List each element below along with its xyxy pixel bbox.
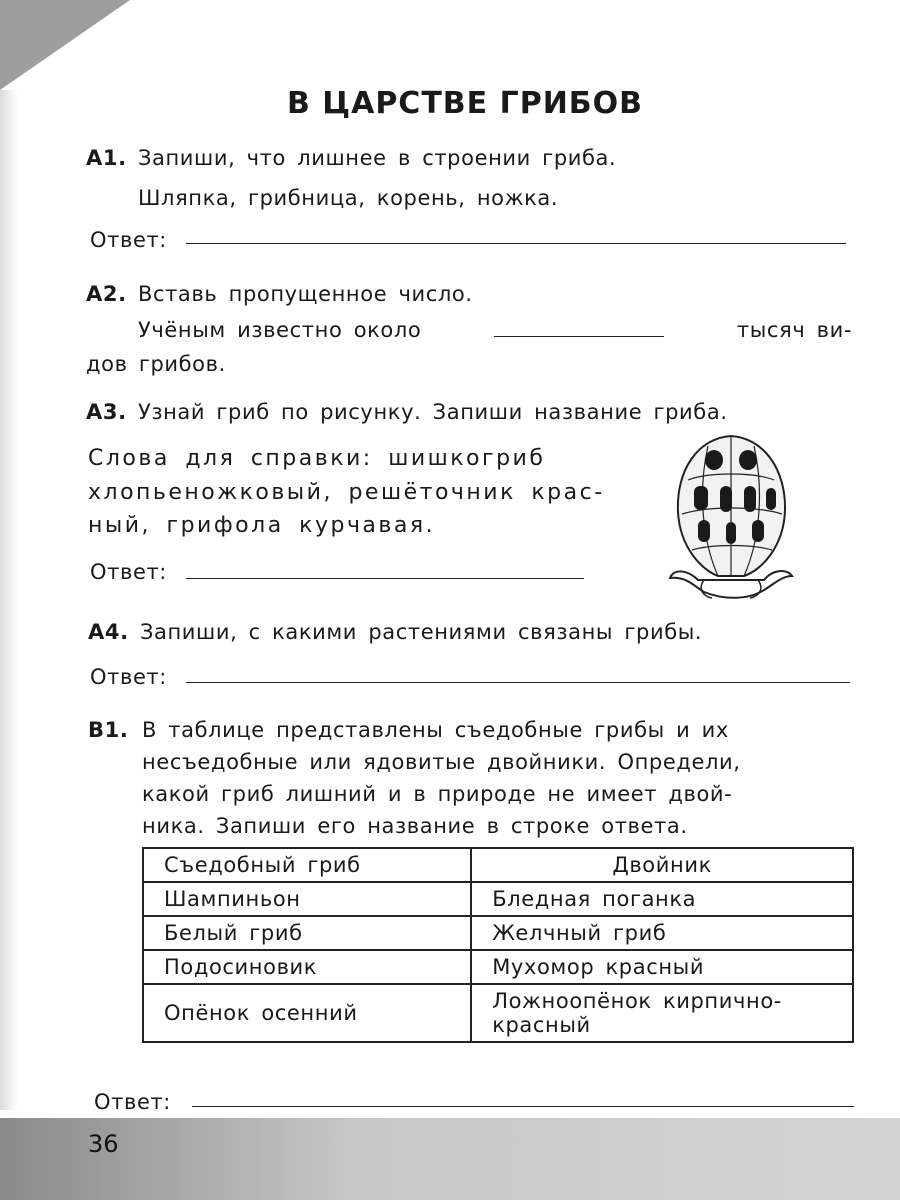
mushroom-table xyxy=(142,847,854,1043)
table-header-row xyxy=(143,848,853,882)
question-number: В1. xyxy=(88,718,129,742)
number-blank[interactable] xyxy=(494,318,664,337)
double-cell: Бледная поганка xyxy=(471,882,853,916)
question-text: какой гриб лишний и в природе не имеет двой- xyxy=(142,782,733,806)
question-a2-sentence xyxy=(138,318,852,342)
edible-cell: Опёнок осенний xyxy=(143,984,471,1042)
question-text: Запиши, с какими растениями связаны грибы. xyxy=(139,620,703,644)
answer-line-a3[interactable] xyxy=(186,578,584,579)
double-cell: Желчный гриб xyxy=(471,916,853,950)
mushroom-illustration xyxy=(668,430,794,602)
table-header-cell: Съедобный гриб xyxy=(143,848,471,882)
question-a4 xyxy=(88,620,702,644)
table-row xyxy=(143,984,853,1042)
edible-cell: Шампиньон xyxy=(143,882,471,916)
answer-label: Ответ: xyxy=(90,560,167,584)
question-a2 xyxy=(86,282,473,306)
page-gutter-shadow xyxy=(0,90,18,1110)
double-cell: Мухомор красный xyxy=(471,950,853,984)
table-row xyxy=(143,882,853,916)
table-row xyxy=(143,916,853,950)
answer-line-a1[interactable] xyxy=(186,243,846,244)
page-footer-band xyxy=(0,1118,900,1200)
edible-cell: Подосиновик xyxy=(143,950,471,984)
answer-line-b1[interactable] xyxy=(192,1106,854,1107)
answer-label: Ответ: xyxy=(90,228,167,252)
page-title: В ЦАРСТВЕ ГРИБОВ xyxy=(286,86,644,121)
question-a3 xyxy=(86,400,728,424)
page-number: 36 xyxy=(88,1130,119,1158)
question-text: несъедобные или ядовитые двойники. Определи, xyxy=(142,750,741,774)
sentence-part: Учёным известно около xyxy=(138,318,422,342)
edible-cell: Белый гриб xyxy=(143,916,471,950)
question-number: А2. xyxy=(86,282,127,306)
question-text: ника. Запиши его название в строке ответа. xyxy=(142,814,688,838)
question-a1-words: Шляпка, грибница, корень, ножка. xyxy=(138,186,559,210)
question-text: Узнай гриб по рисунку. Запиши название гриба. xyxy=(137,400,728,424)
question-number: А4. xyxy=(88,620,129,644)
hint-line: хлопьеножковый, решёточник крас- xyxy=(88,480,605,505)
question-text: В таблице представлены съедобные грибы и их xyxy=(142,718,729,742)
hint-line: ный, грифола курчавая. xyxy=(88,513,436,538)
hint-line: Слова для справки: шишкогриб xyxy=(88,446,546,471)
answer-label: Ответ: xyxy=(94,1090,171,1114)
question-number: А3. xyxy=(86,400,127,424)
question-text: Вставь пропущенное число. xyxy=(137,282,473,306)
table-header-cell: Двойник xyxy=(471,848,853,882)
question-text: Запиши, что лишнее в строении гриба. xyxy=(137,146,617,170)
sentence-part: тысяч ви- xyxy=(736,318,852,342)
question-a2-sentence-end: дов грибов. xyxy=(86,352,226,376)
table-row xyxy=(143,950,853,984)
page-corner-shadow xyxy=(0,0,130,90)
answer-label: Ответ: xyxy=(90,665,167,689)
question-a1 xyxy=(86,146,616,170)
answer-line-a4[interactable] xyxy=(186,682,850,683)
question-b1 xyxy=(88,718,128,742)
double-cell: Ложноопёнок кирпично-красный xyxy=(471,984,853,1042)
question-number: А1. xyxy=(86,146,127,170)
